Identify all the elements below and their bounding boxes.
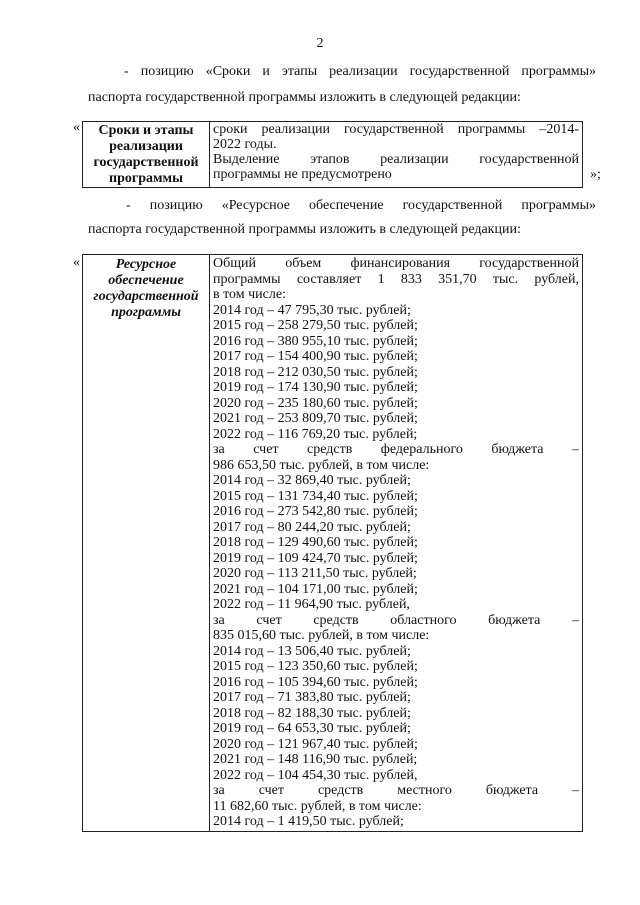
- resources-line: 2022 год – 104 454,30 тыс. рублей,: [213, 767, 418, 783]
- resources-line: 2020 год – 235 180,60 тыс. рублей;: [213, 395, 418, 411]
- timeline-line: сроки реализации государственной программы –2014-: [213, 122, 579, 137]
- section1-intro-line1: - позицию «Сроки и этапы реализации государственной программы»: [124, 64, 596, 79]
- resources-line: 2021 год – 253 809,70 тыс. рублей;: [213, 411, 418, 426]
- resources-line: 2016 год – 380 955,10 тыс. рублей;: [213, 333, 418, 349]
- section2-open-quote: «: [73, 255, 80, 270]
- timeline-label: Сроки и этапы реализации государственной программы: [93, 123, 199, 186]
- resources-line: 2022 год – 116 769,20 тыс. рублей;: [213, 426, 418, 442]
- resources-line: 2016 год – 273 542,80 тыс. рублей;: [213, 504, 418, 519]
- resources-line: 2016 год – 105 394,60 тыс. рублей;: [213, 674, 418, 690]
- section1-intro-line2: паспорта государственной программы изложить в следующей редакции:: [88, 90, 521, 105]
- resources-line: в том числе:: [213, 287, 286, 302]
- section2-intro-line1: - позицию «Ресурсное обеспечение государственной программы»: [126, 198, 596, 213]
- page-number: 2: [316, 36, 324, 51]
- resources-line: 2019 год – 64 653,30 тыс. рублей;: [213, 721, 411, 736]
- timeline-label-cell: [83, 122, 210, 188]
- resources-line: 2014 год – 1 419,50 тыс. рублей;: [213, 814, 404, 829]
- resources-line: 2020 год – 121 967,40 тыс. рублей;: [213, 736, 418, 752]
- resources-line: 2017 год – 71 383,80 тыс. рублей;: [213, 690, 411, 705]
- resources-line: за счет средств местного бюджета –: [213, 783, 579, 798]
- resources-label: Ресурсное обеспечение государственной программы: [93, 257, 199, 320]
- resources-value-cell: [210, 255, 583, 832]
- resources-line: 2019 год – 174 130,90 тыс. рублей;: [213, 380, 418, 395]
- resources-table: [82, 254, 583, 832]
- resources-line: 11 682,60 тыс. рублей, в том числе:: [213, 798, 422, 814]
- resources-line: 835 015,60 тыс. рублей, в том числе:: [213, 628, 430, 643]
- resources-line: 2019 год – 109 424,70 тыс. рублей;: [213, 550, 418, 566]
- section1-close-quote: »;: [590, 167, 601, 182]
- resources-line: 2021 год – 104 171,00 тыс. рублей;: [213, 581, 418, 597]
- resources-line: 2014 год – 13 506,40 тыс. рублей;: [213, 643, 411, 659]
- resources-line: 2015 год – 123 350,60 тыс. рублей;: [213, 659, 418, 674]
- resources-line: программы составляет 1 833 351,70 тыс. рублей,: [213, 271, 579, 287]
- resources-line: 2014 год – 47 795,30 тыс. рублей;: [213, 302, 411, 318]
- resources-line: 2021 год – 148 116,90 тыс. рублей;: [213, 752, 418, 767]
- resources-line: 2018 год – 212 030,50 тыс. рублей;: [213, 364, 418, 380]
- timeline-line: программы не предусмотрено: [213, 167, 392, 182]
- section2-intro-line2: паспорта государственной программы изложить в следующей редакции:: [88, 222, 521, 237]
- resources-line: за счет средств областного бюджета –: [213, 612, 579, 628]
- resources-line: 2015 год – 258 279,50 тыс. рублей;: [213, 318, 418, 333]
- timeline-value-cell: [210, 122, 583, 188]
- timeline-line: Выделение этапов реализации государственной: [213, 152, 579, 167]
- resources-line: 986 653,50 тыс. рублей, в том числе:: [213, 457, 430, 473]
- section1-open-quote: «: [73, 120, 80, 135]
- resources-line: 2017 год – 80 244,20 тыс. рублей;: [213, 519, 411, 535]
- resources-line: 2018 год – 82 188,30 тыс. рублей;: [213, 705, 411, 721]
- resources-line: Общий объем финансирования государственной: [213, 256, 579, 271]
- resources-line: за счет средств федерального бюджета –: [213, 442, 579, 457]
- resources-line: 2020 год – 113 211,50 тыс. рублей;: [213, 566, 417, 581]
- resources-line: 2018 год – 129 490,60 тыс. рублей;: [213, 535, 418, 550]
- resources-line: 2015 год – 131 734,40 тыс. рублей;: [213, 488, 418, 504]
- timeline-table: [82, 121, 583, 188]
- resources-line: 2014 год – 32 869,40 тыс. рублей;: [213, 473, 411, 488]
- timeline-line: 2022 годы.: [213, 137, 277, 152]
- resources-label-cell: [83, 255, 210, 832]
- resources-line: 2017 год – 154 400,90 тыс. рублей;: [213, 349, 418, 364]
- resources-line: 2022 год – 11 964,90 тыс. рублей,: [213, 597, 410, 612]
